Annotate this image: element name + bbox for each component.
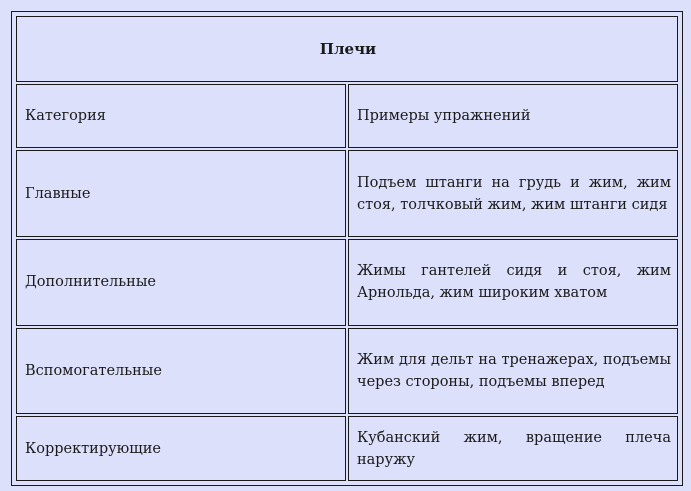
header-category-cell: Категория	[16, 84, 346, 149]
table-row	[16, 150, 678, 237]
table-row	[16, 239, 678, 326]
shoulder-exercises-table	[14, 14, 680, 483]
table-row	[16, 328, 678, 415]
table-title-row	[16, 16, 678, 82]
row-examples-cell: Кубанский жим, вращение плеча наружу	[348, 416, 678, 481]
table-row	[16, 416, 678, 481]
exercise-table-frame	[11, 11, 683, 486]
row-category-cell: Корректирующие	[16, 416, 346, 481]
row-category-cell: Вспомогательные	[16, 328, 346, 415]
row-examples-cell: Подъем штанги на грудь и жим, жим стоя, толчковый жим, жим штанги сидя	[348, 150, 678, 237]
table-header-row	[16, 84, 678, 149]
table-title: Плечи	[16, 16, 678, 82]
row-category-cell: Главные	[16, 150, 346, 237]
row-examples-cell: Жим для дельт на тренажерах, подъемы через стороны, подъемы вперед	[348, 328, 678, 415]
row-category-cell: Дополнительные	[16, 239, 346, 326]
header-examples-cell: Примеры упражнений	[348, 84, 678, 149]
row-examples-cell: Жимы гантелей сидя и стоя, жим Арнольда, жим широким хватом	[348, 239, 678, 326]
